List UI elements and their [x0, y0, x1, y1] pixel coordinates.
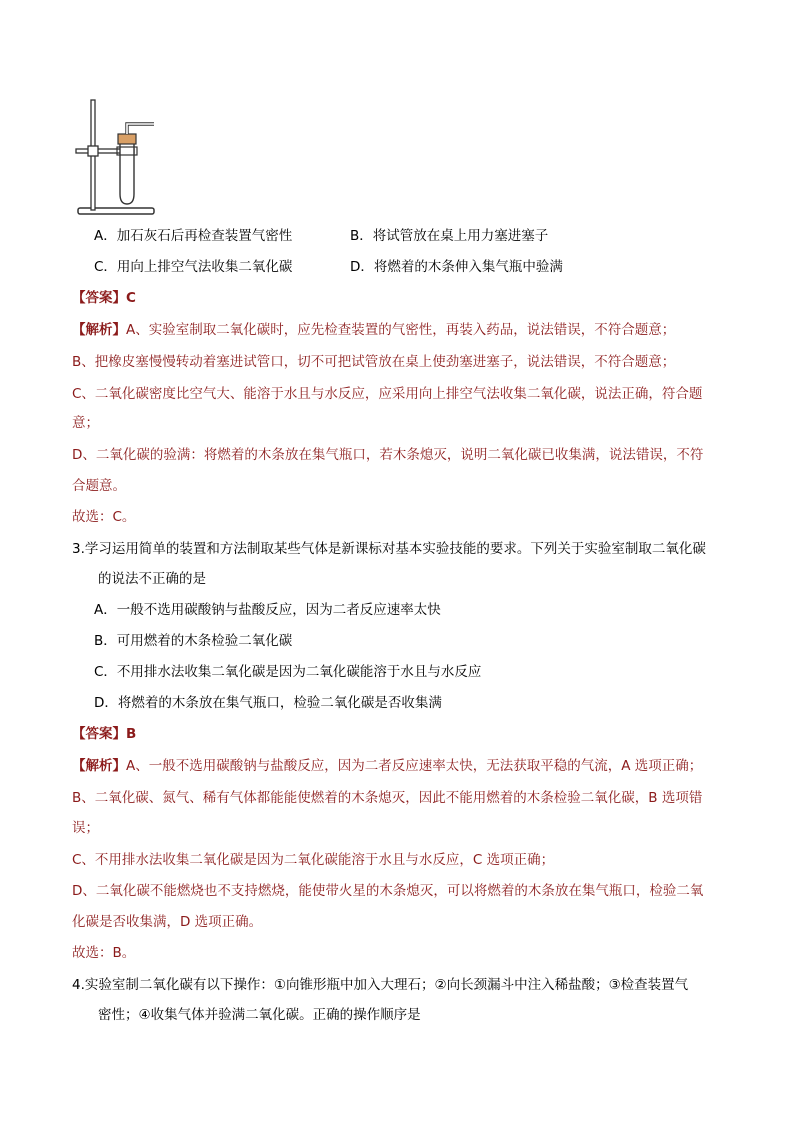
q2-answer	[72, 288, 136, 308]
q3-stem-cont: 的说法不正确的是	[98, 571, 206, 587]
apparatus-figure	[72, 96, 162, 218]
q3-analysis-line: 化碳是否收集满，D 选项正确。	[72, 914, 263, 930]
answer-label: 【答案】	[72, 726, 126, 742]
q2-analysis-line: B、把橡皮塞慢慢转动着塞进试管口，切不可把试管放在桌上使劲塞进塞子，说法错误，不符合题意；	[72, 354, 676, 370]
q3-option-c: C．不用排水法收集二氧化碳是因为二氧化碳能溶于水且与水反应	[94, 664, 482, 680]
answer-label: 【答案】	[72, 290, 126, 306]
q2-option-d: D．将燃着的木条伸入集气瓶中验满	[350, 259, 563, 275]
q3-stem: 3.学习运用简单的装置和方法制取某些气体是新课标对基本实验技能的要求。下列关于实验室制取二氧化碳	[72, 541, 706, 557]
q2-analysis-line: C、二氧化碳密度比空气大、能溶于水且与水反应，应采用向上排空气法收集二氧化碳，说法正确，符合题	[72, 386, 703, 402]
q2-analysis-line: 意；	[72, 415, 99, 431]
analysis-text: A、一般不选用碳酸钠与盐酸反应，因为二者反应速率太快，无法获取平稳的气流，A 选项正确；	[126, 758, 703, 774]
q3-option-a: A．一般不选用碳酸钠与盐酸反应，因为二者反应速率太快	[94, 602, 441, 618]
q2-option-c: C．用向上排空气法收集二氧化碳	[94, 259, 293, 275]
clamp-joint	[88, 146, 98, 156]
answer-value: B	[126, 726, 137, 742]
q3-analysis-line: C、不用排水法收集二氧化碳是因为二氧化碳能溶于水且与水反应，C 选项正确；	[72, 852, 555, 868]
q3-conclusion: 故选：B。	[72, 945, 136, 961]
q3-analysis-line: D、二氧化碳不能燃烧也不支持燃烧，能使带火星的木条熄灭，可以将燃着的木条放在集气瓶口，检验二氧	[72, 883, 704, 899]
analysis-text: A、实验室制取二氧化碳时，应先检查装置的气密性，再装入药品，说法错误，不符合题意；	[126, 322, 676, 338]
q4-stem-cont: 密性；④收集气体并验满二氧化碳。正确的操作顺序是	[98, 1007, 421, 1023]
q2-analysis-line: D、二氧化碳的验满：将燃着的木条放在集气瓶口，若木条熄灭，说明二氧化碳已收集满，说法错误，不符	[72, 447, 704, 463]
test-tube	[120, 144, 134, 204]
analysis-label: 【解析】	[72, 758, 126, 774]
q3-option-d: D．将燃着的木条放在集气瓶口，检验二氧化碳是否收集满	[94, 695, 442, 711]
answer-value: C	[126, 290, 136, 306]
q3-option-b: B．可用燃着的木条检验二氧化碳	[94, 633, 293, 649]
rubber-stopper	[118, 134, 136, 144]
q2-analysis-line: 合题意。	[72, 478, 126, 494]
q3-analysis-line: B、二氧化碳、氮气、稀有气体都能能使燃着的木条熄灭，因此不能用燃着的木条检验二氧化碳，B 选项错	[72, 790, 703, 806]
q2-analysis-line	[72, 320, 675, 340]
q3-answer	[72, 724, 136, 744]
q3-analysis-line: 误；	[72, 820, 99, 836]
q2-option-a: A．加石灰石后再检查装置气密性	[94, 228, 293, 244]
q2-option-b: B．将试管放在桌上用力塞进塞子	[350, 228, 549, 244]
q3-analysis-line	[72, 756, 702, 776]
q2-conclusion: 故选：C。	[72, 509, 136, 525]
stand-base	[78, 208, 154, 214]
q4-stem: 4.实验室制二氧化碳有以下操作：①向锥形瓶中加入大理石；②向长颈漏斗中注入稀盐酸；③检查装置气	[72, 977, 689, 993]
analysis-label: 【解析】	[72, 322, 126, 338]
